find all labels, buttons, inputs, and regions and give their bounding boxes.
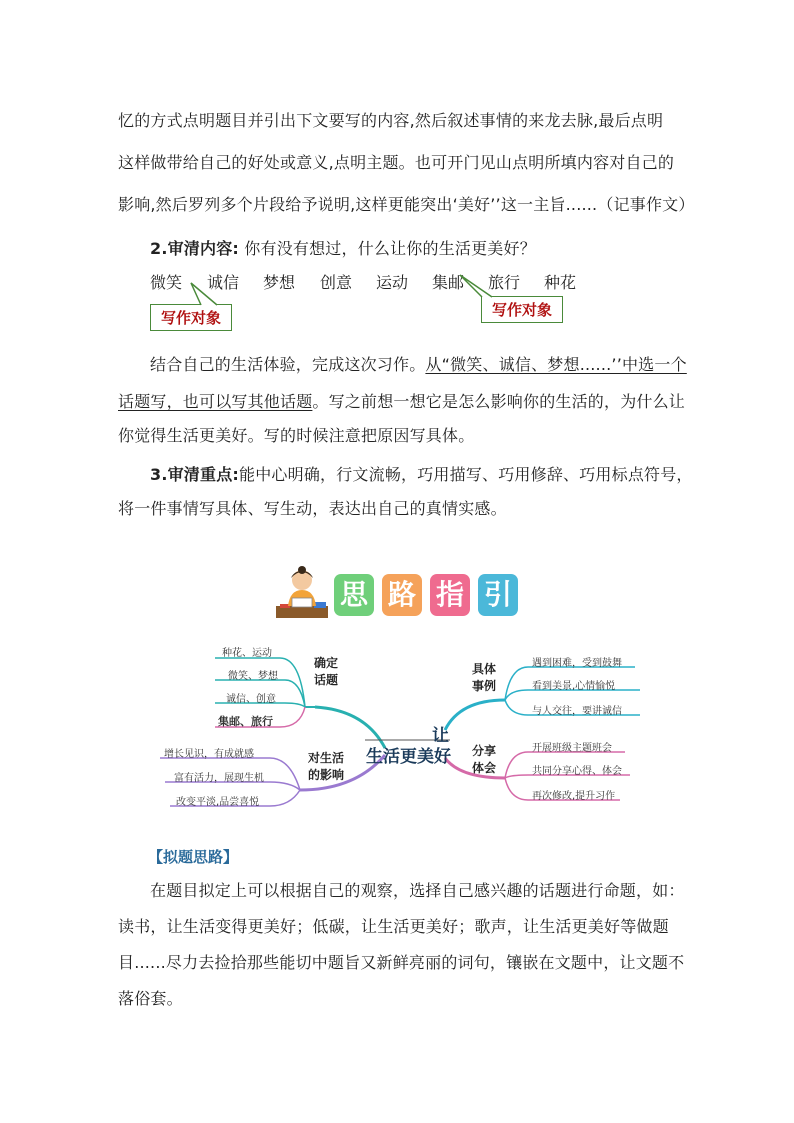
- mind-map-center-top: 让: [432, 726, 449, 746]
- callout-writing-object-left: [150, 304, 232, 331]
- mind-map-leaf: 开展班级主题班会: [532, 743, 612, 754]
- mind-map-leaf: 微笑、梦想: [228, 671, 278, 682]
- para2-line: 读书，让生活变得更美好；低碳，让生活更美好；歌声，让生活更美好等做题: [118, 917, 669, 936]
- mind-map-branch-title: [314, 655, 338, 689]
- para1-line3: 你觉得生活更美好。写的时候注意把原因写具体。: [118, 426, 475, 445]
- banner-char: 思: [334, 574, 374, 616]
- branch-title-line: 对生活: [308, 751, 345, 765]
- branch-title-line: 事例: [472, 679, 497, 693]
- mind-map-leaf: 与人交往，要讲诚信: [532, 706, 622, 717]
- topic-word: 创意: [320, 273, 353, 292]
- para1-text: 。写之前想一想它是怎么影响你的生活的，为什么让: [312, 392, 686, 411]
- mind-map-leaf: 诚信、创意: [226, 694, 276, 705]
- mind-map-leaf: 种花、运动: [222, 648, 272, 659]
- point-3-line2: 将一件事情写具体、写生动，表达出自己的真情实感。: [118, 499, 507, 518]
- para1-text: 结合自己的生活体验，完成这次习作。: [150, 355, 426, 374]
- text-line: 这样做带给自己的好处或意义,点明主题。也可开门见山点明所填内容对自己的: [118, 153, 675, 172]
- branch-title-line: 具体: [472, 662, 497, 676]
- mind-map-leaf: 共同分享心得、体会: [532, 766, 622, 777]
- point-2-label: 2.审清内容:: [150, 239, 240, 258]
- para1-underlined: 话题写，也可以写其他话题: [118, 392, 313, 411]
- thinking-guide-banner: [272, 566, 522, 622]
- branch-title-line: 的影响: [308, 768, 345, 782]
- callout-label: 写作对象: [161, 309, 222, 327]
- para2-line: 落俗套。: [118, 989, 183, 1008]
- section-title: 【拟题思路】: [148, 848, 239, 866]
- topic-word: 运动: [376, 273, 409, 292]
- topic-word: 种花: [544, 273, 577, 292]
- para2-line: 目......尽力去捡拾那些能切中题旨又新鲜亮丽的词句，镶嵌在文题中，让文题不: [118, 953, 685, 972]
- banner-char: 引: [478, 574, 518, 616]
- topic-word: 旅行: [488, 273, 521, 292]
- mind-map-center: 生活更美好: [366, 747, 451, 767]
- branch-title-line: 体会: [472, 761, 497, 775]
- mind-map-leaf: 再次修改,提升习作: [532, 791, 616, 802]
- branch-title-line: 分享: [472, 744, 497, 758]
- point-3-text: 能中心明确，行文流畅，巧用描写、巧用修辞、巧用标点符号，: [239, 465, 693, 484]
- topic-word: 集邮: [432, 273, 465, 292]
- point-2: [150, 236, 536, 259]
- para1-line2: [118, 389, 685, 412]
- student-reading-icon: [272, 566, 332, 622]
- banner-char: 路: [382, 574, 422, 616]
- mind-map-leaf: 增长见识，有成就感: [164, 749, 254, 760]
- point-3-label: 3.审清重点:: [150, 465, 240, 484]
- point-2-text: 你有没有想过，什么让你的生活更美好？: [239, 239, 536, 258]
- callout-label: 写作对象: [492, 301, 553, 319]
- callout-writing-object-right: [481, 296, 563, 323]
- para1-underlined: 从“微笑、诚信、梦想......’’中选一个: [425, 355, 687, 374]
- callout-pointer: [482, 275, 542, 305]
- text-line: 忆的方式点明题目并引出下文要写的内容,然后叙述事情的来龙去脉,最后点明: [118, 111, 664, 130]
- branch-title-line: 确定: [314, 656, 339, 670]
- mind-map-leaf: 富有活力，展现生机: [174, 773, 264, 784]
- banner-char: 指: [430, 574, 470, 616]
- topic-word: 梦想: [263, 273, 296, 292]
- topic-word: 微笑: [150, 273, 183, 292]
- text-line: 影响,然后罗列多个片段给予说明,这样更能突出‘美好’’这一主旨......（记事作文）: [118, 195, 695, 214]
- mind-map-branch-title: [472, 743, 496, 777]
- mind-map-branch-title: [472, 661, 496, 695]
- branch-title-line: 话题: [314, 673, 339, 687]
- mind-map: [160, 630, 650, 825]
- mind-map-branch-title: [308, 750, 344, 784]
- mind-map-leaf: 看到美景,心情愉悦: [532, 681, 616, 692]
- callout-pointer: [201, 283, 301, 313]
- mind-map-leaf: 集邮、旅行: [218, 715, 273, 728]
- topic-word: 诚信: [207, 273, 240, 292]
- point-3: [150, 462, 693, 485]
- para1-line1: [150, 352, 687, 375]
- para2-line: 在题目拟定上可以根据自己的观察，选择自己感兴趣的话题进行命题，如：: [150, 881, 685, 900]
- mind-map-leaf: 改变平淡,品尝喜悦: [176, 797, 260, 808]
- mind-map-leaf: 遇到困难，受到鼓舞: [532, 658, 622, 669]
